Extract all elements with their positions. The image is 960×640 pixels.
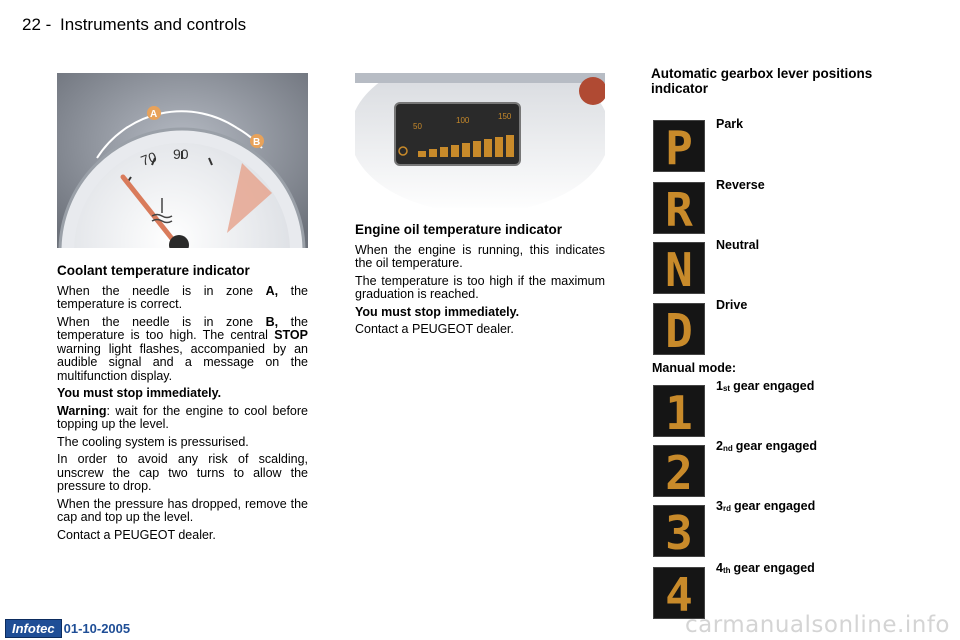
oil-para-2: The temperature is too high if the maximum graduation is reached. [355, 273, 605, 302]
coolant-section [57, 73, 308, 546]
oil-section [355, 73, 605, 341]
gauge-label-a: A [150, 109, 158, 120]
page-number: 22 - [22, 15, 52, 34]
gear-display-reverse [653, 182, 705, 234]
coolant-para-7: When the pressure has dropped, remove the cap and top up the level. [57, 496, 308, 525]
svg-text:2: 2 [665, 446, 693, 496]
oil-para-4: Contact a PEUGEOT dealer. [355, 322, 514, 337]
gear-display-drive [653, 303, 705, 355]
gear-display-park [653, 120, 705, 172]
coolant-para-8: Contact a PEUGEOT dealer. [57, 527, 216, 542]
gear-display-neutral [653, 242, 705, 294]
gear-label-reverse: Reverse [716, 178, 765, 192]
svg-text:4: 4 [665, 568, 693, 618]
coolant-para-5: The cooling system is pressurised. [57, 434, 249, 449]
svg-text:D: D [665, 304, 693, 354]
svg-text:R: R [665, 183, 693, 233]
oil-para-1: When the engine is running, this indicates the oil temperature. [355, 242, 605, 271]
oil-para-3: You must stop immediately. [355, 304, 520, 319]
oil-tick-100: 100 [456, 116, 470, 125]
coolant-title: Coolant temperature indicator [57, 263, 250, 278]
gear-label-park: Park [716, 117, 744, 131]
manual-gear-label-4: 4th gear engaged [716, 561, 815, 575]
oil-gauge-illustration [355, 73, 605, 208]
gauge-label-b: B [253, 137, 261, 148]
watermark: carmanualsonline.info [684, 612, 950, 638]
gauge-tick-70: 70 [138, 148, 159, 169]
manual-gear-display-1 [653, 385, 705, 437]
footer [5, 619, 130, 637]
coolant-para-1: When the needle is in zone A, the temperature is correct. [57, 283, 308, 312]
svg-text:3: 3 [665, 506, 693, 556]
gauge-tick-90: 90 [173, 146, 189, 162]
gearbox-title: Automatic gearbox lever positions indicator [651, 66, 873, 96]
coolant-para-6: In order to avoid any risk of scalding, unscrew the cap two turns to allow the pressure to drop. [57, 452, 308, 494]
page-header [22, 15, 246, 35]
oil-tick-150: 150 [498, 112, 512, 121]
coolant-gauge-illustration [57, 73, 308, 248]
manual-gear-label-2: 2nd gear engaged [716, 439, 818, 453]
coolant-para-4: Warning: wait for the engine to cool before topping up the level. [57, 403, 308, 432]
svg-text:1: 1 [665, 386, 693, 436]
infotec-logo: Infotec [5, 619, 62, 638]
coolant-para-3: You must stop immediately. [57, 386, 222, 401]
footer-date: 01-10-2005 [63, 620, 131, 636]
svg-text:N: N [665, 243, 693, 293]
gear-label-drive: Drive [716, 298, 748, 312]
page-title: Instruments and controls [60, 15, 247, 34]
oil-tick-50: 50 [413, 122, 422, 131]
manual-gear-label-3: 3rd gear engaged [716, 499, 816, 513]
gear-label-neutral: Neutral [716, 238, 760, 252]
manual-gear-display-3 [653, 505, 705, 557]
manual-gear-display-2 [653, 445, 705, 497]
svg-text:P: P [665, 121, 693, 171]
manual-gear-label-1: 1st gear engaged [716, 379, 815, 393]
coolant-para-2: When the needle is in zone B, the temperature is too high. The central STOP warning light flashes, accompanied by an audible signal and a message on the multifunction display. [57, 314, 308, 383]
oil-title: Engine oil temperature indicator [355, 222, 563, 237]
manual-mode-label: Manual mode: [652, 361, 737, 375]
